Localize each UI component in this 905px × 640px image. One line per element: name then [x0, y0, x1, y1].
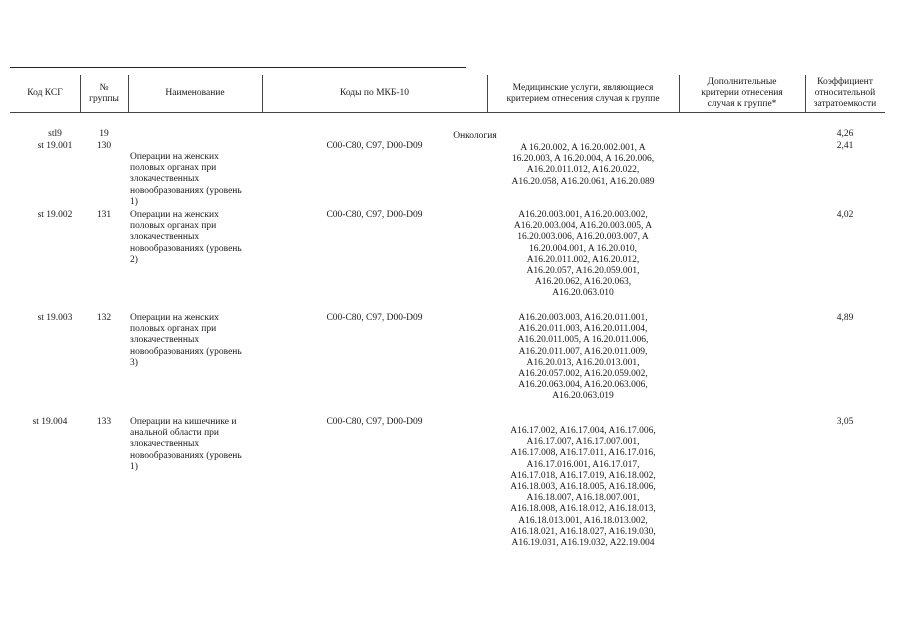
row-code: st 19.001	[37, 141, 73, 151]
header-code: Код КСГ	[27, 88, 63, 98]
row-coefficient: 3,05	[836, 417, 854, 427]
row-name: Операции на женских половых органах при злокачественных новообразованиях (уровень 1)	[130, 152, 242, 207]
header-separator	[128, 75, 129, 112]
profile-coefficient: 4,26	[836, 129, 854, 139]
row-code: st 19.003	[37, 313, 73, 323]
header-extra-criteria: Дополнительные критерии отнесения случая к группе*	[701, 77, 783, 109]
header-name: Наименование	[165, 88, 225, 98]
row-group: 133	[96, 417, 112, 427]
header-group-number: № группы	[89, 82, 119, 104]
profile-name: Онкология	[453, 131, 497, 141]
row-coefficient: 4,89	[836, 313, 854, 323]
header-separator	[487, 75, 488, 112]
row-mkb: C00-C80, C97, D00-D09	[326, 141, 423, 151]
row-name: Операции на женских половых органах при злокачественных новообразованиях (уровень 3)	[130, 313, 242, 368]
row-group: 130	[96, 141, 112, 151]
row-services: A16.17.002, A16.17.004, A16.17.006, A16.17.007, A16.17.007.001, A16.17.008, A16.17.011, A16.17.016, A16.17.016.001, A16.17.017, A16.17.018, A16.17.019, A16.18.002, A16.18.003, A16.18.005, A16.18.006, A16.18.007, A16.18.007.001, A16.18.008, A16.18.012, A16.18.013, A16.18.013.001, A16.18.013.002, A16.18.021, A16.18.027, A16.19.030, A16.19.031, A16.19.032, A22.19.004	[510, 426, 656, 549]
row-mkb: C00-C80, C97, D00-D09	[326, 210, 423, 220]
row-coefficient: 4,02	[836, 210, 854, 220]
row-code: st 19.002	[37, 210, 73, 220]
row-services: A 16.20.002, A 16.20.002.001, A 16.20.003, A 16.20.004, A 16.20.006, A16.20.011.012, A16.20.022, A16.20.058, A16.20.061, A16.20.089	[511, 143, 655, 187]
header-separator	[679, 75, 680, 112]
header-separator	[805, 75, 806, 112]
row-mkb: C00-C80, C97, D00-D09	[326, 313, 423, 323]
header-mkb-codes: Коды по МКБ-10	[339, 88, 410, 98]
row-coefficient: 2,41	[836, 141, 854, 151]
row-group: 132	[96, 313, 112, 323]
profile-code: stl9	[48, 129, 62, 139]
header-bottom-rule	[10, 112, 885, 113]
header-top-rule	[10, 67, 466, 68]
row-name: Операции на женских половых органах при злокачественных новообразованиях (уровень 2)	[130, 210, 242, 265]
header-services: Медицинские услуги, являющиеся критерием отнесения случая к группе	[506, 82, 660, 104]
header-coefficient: Коэффициент относительной затратоемкости	[813, 77, 877, 109]
row-services: A16.20.003.003, A16.20.011.001, A16.20.011.003, A16.20.011.004, A16.20.011.005, A 16.20.011.006, A16.20.011.007, A16.20.011.009, A16.20.013, A16.20.013.001, A16.20.057.002, A16.20.059.002, A16.20.063.004, A16.20.063.006, A16.20.063.019	[517, 313, 649, 402]
header-separator	[262, 75, 263, 112]
row-mkb: C00-C80, C97, D00-D09	[326, 417, 423, 427]
profile-group: 19	[99, 129, 109, 139]
row-code: st 19.004	[32, 417, 68, 427]
row-name: Операции на кишечнике и анальной области при злокачественных новообразованиях (уровень 1)	[130, 417, 242, 472]
row-services: A16.20.003.001, A16.20.003.002, A16.20.003.004, A16.20.003.005, A 16.20.003.006, A16.20.003.007, A 16.20.004.001, A 16.20.010, A16.20.011.002, A16.20.012, A16.20.057, A16.20.059.001, A16.20.062, A16.20.063, A16.20.063.010	[513, 210, 653, 299]
row-group: 131	[96, 210, 112, 220]
header-separator	[80, 75, 81, 112]
